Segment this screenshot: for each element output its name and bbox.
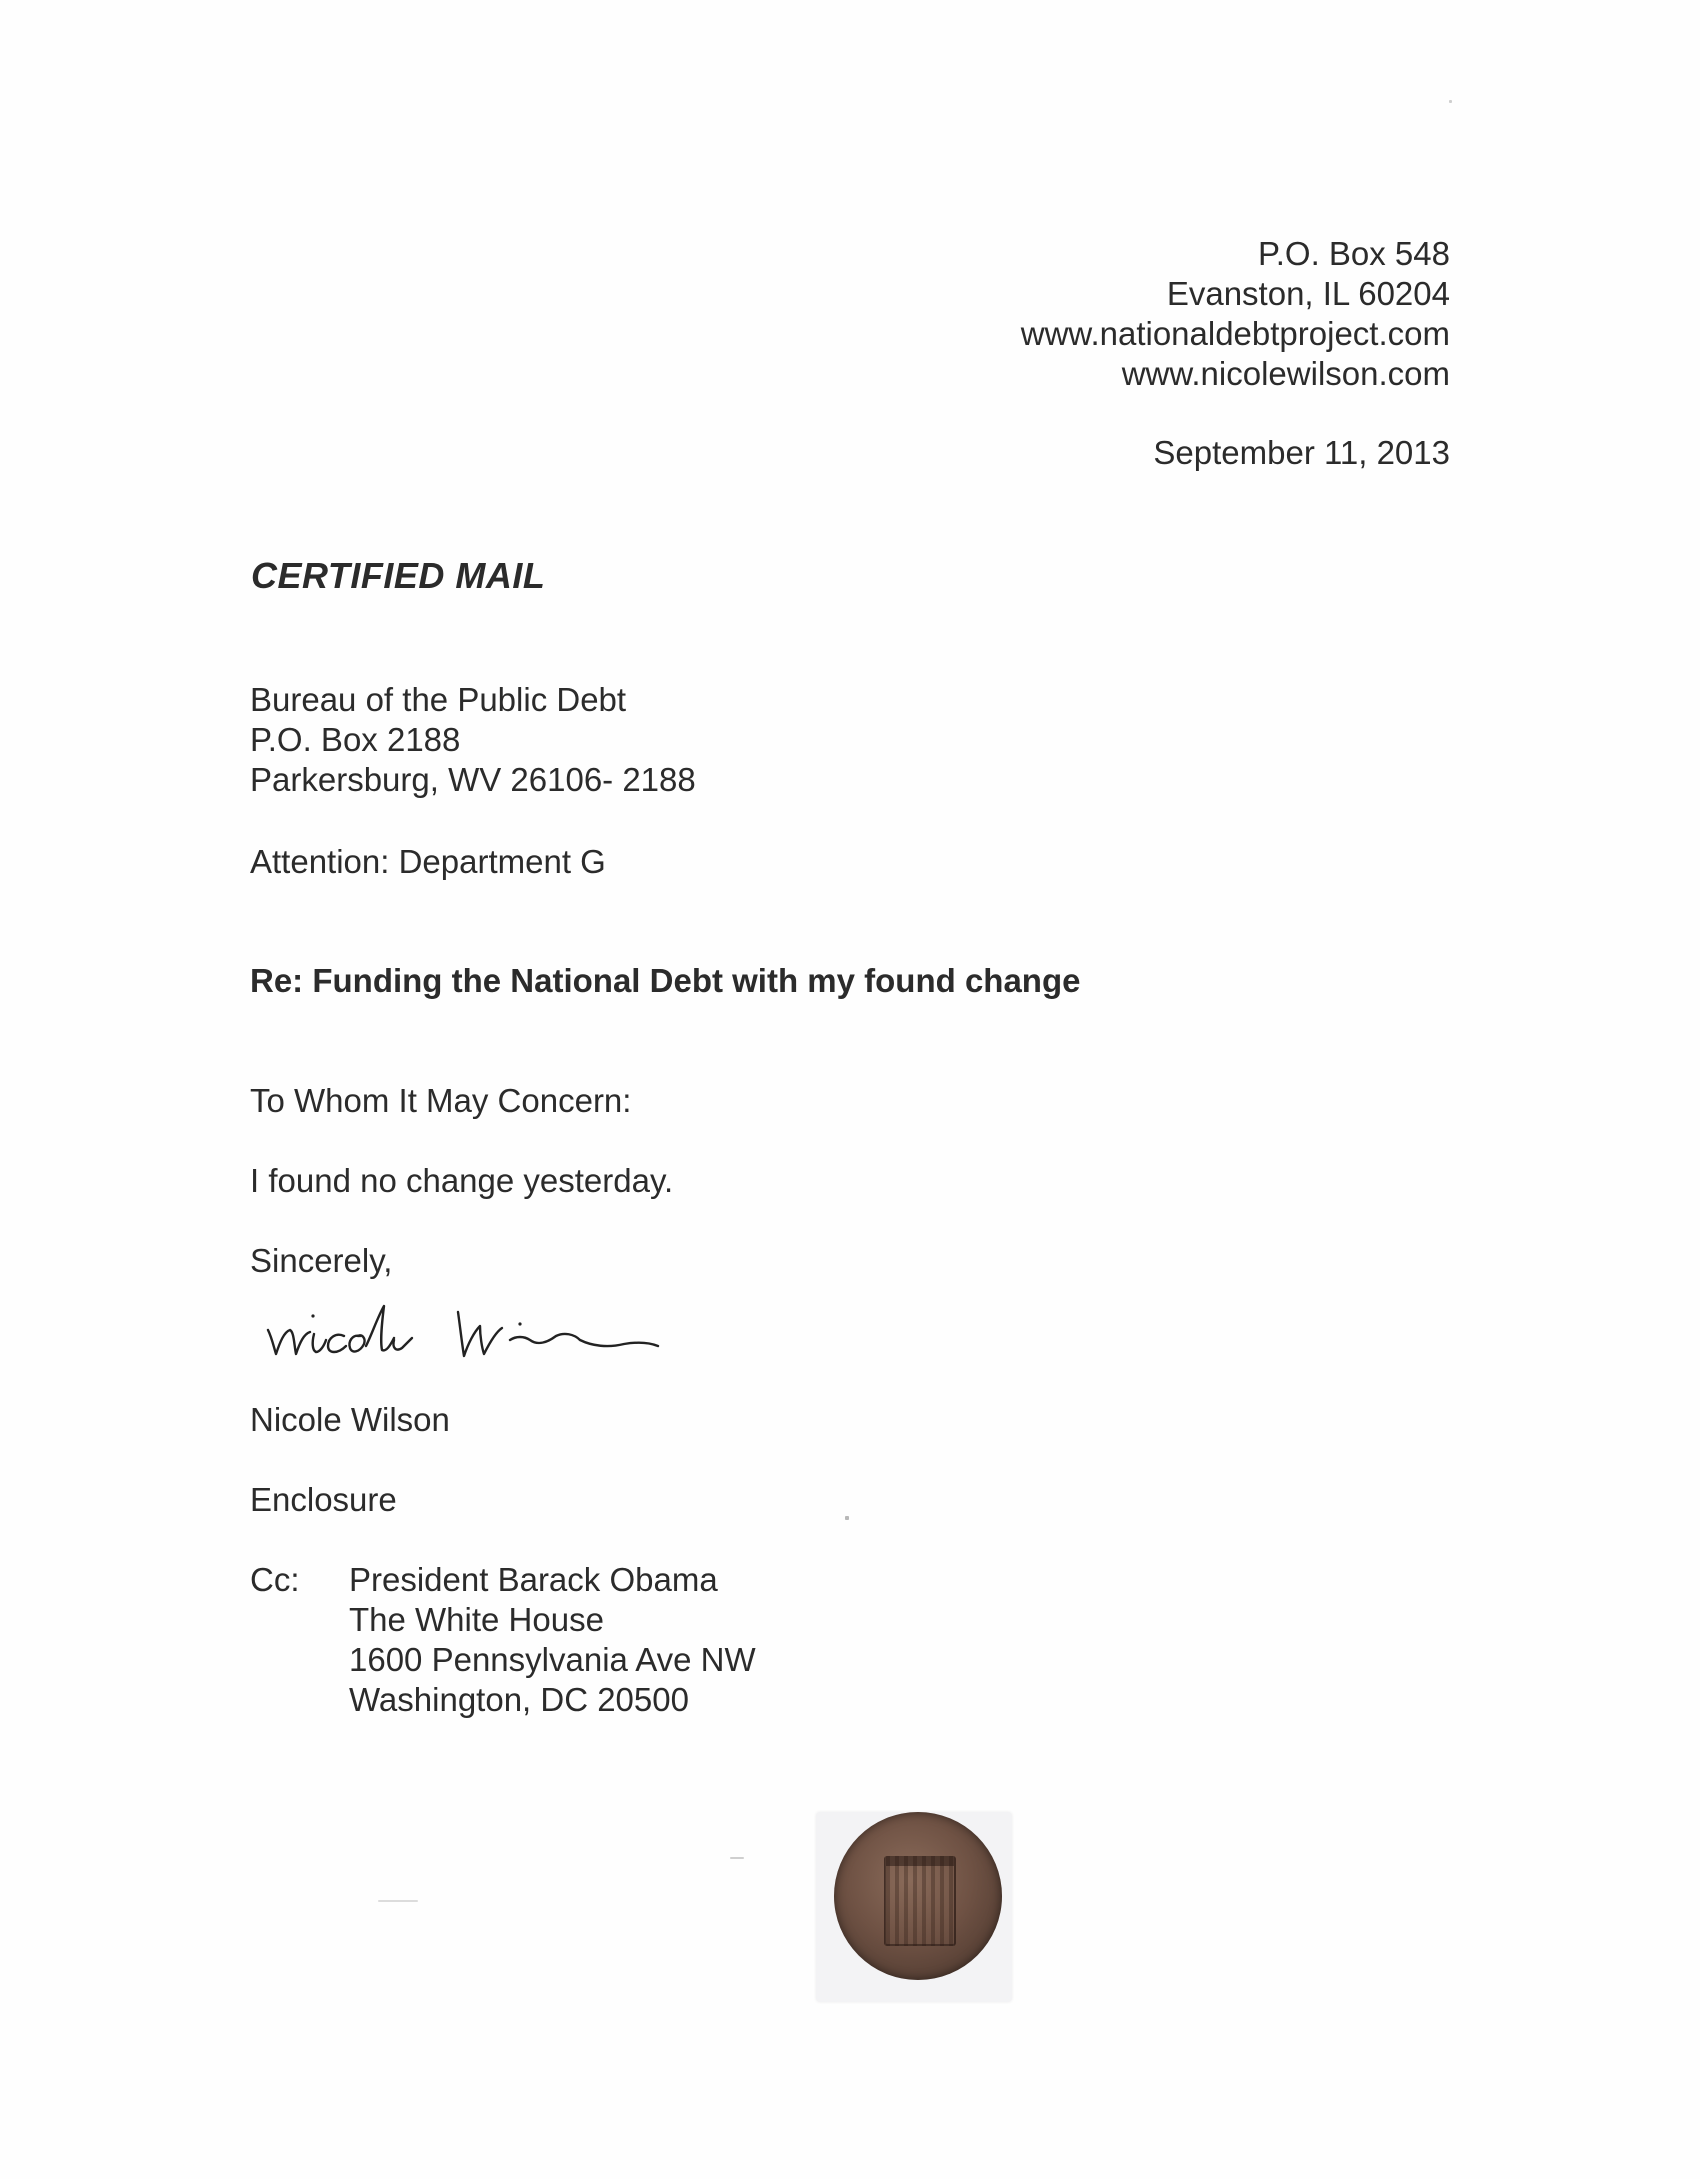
- signer-name: Nicole Wilson: [250, 1401, 450, 1438]
- subject-line: Re: Funding the National Debt with my found change: [250, 962, 1081, 999]
- recipient-address-line2: Parkersburg, WV 26106- 2188: [250, 761, 696, 798]
- scan-speck: [730, 1857, 744, 1859]
- handwritten-signature: [262, 1282, 672, 1364]
- cc-address-block: [349, 1560, 756, 1720]
- recipient-address-block: [250, 680, 696, 800]
- closing: Sincerely,: [250, 1242, 393, 1279]
- cc-label: Cc:: [250, 1561, 300, 1598]
- sender-address-block: [1021, 234, 1450, 394]
- sender-website-2: www.nicolewilson.com: [1121, 355, 1450, 392]
- scan-speck: [845, 1516, 849, 1520]
- enclosed-coin: [812, 1806, 1018, 2006]
- recipient-address-line1: P.O. Box 2188: [250, 721, 461, 758]
- memorial-building-icon: [884, 1856, 956, 1946]
- sender-address-line2: Evanston, IL 60204: [1166, 275, 1450, 312]
- scan-speck: [378, 1900, 418, 1902]
- scan-speck: [1449, 100, 1452, 103]
- cc-address-line3: Washington, DC 20500: [349, 1681, 689, 1718]
- penny-icon: [834, 1812, 1002, 1980]
- sender-address-line1: P.O. Box 548: [1257, 235, 1450, 272]
- cc-address-line1: The White House: [349, 1601, 604, 1638]
- letter-date: September 11, 2013: [1153, 434, 1450, 471]
- signature-text: Nicole Wilson: [262, 1282, 269, 1283]
- letter-body: I found no change yesterday.: [250, 1162, 674, 1199]
- enclosure-notation: Enclosure: [250, 1481, 397, 1518]
- recipient-name: Bureau of the Public Debt: [250, 681, 627, 718]
- salutation: To Whom It May Concern:: [250, 1082, 632, 1119]
- cc-address-line2: 1600 Pennsylvania Ave NW: [349, 1641, 756, 1678]
- attention-line: Attention: Department G: [250, 843, 606, 880]
- sender-website-1: www.nationaldebtproject.com: [1020, 315, 1450, 352]
- cc-name: President Barack Obama: [349, 1561, 718, 1598]
- delivery-method: CERTIFIED MAIL: [251, 555, 546, 596]
